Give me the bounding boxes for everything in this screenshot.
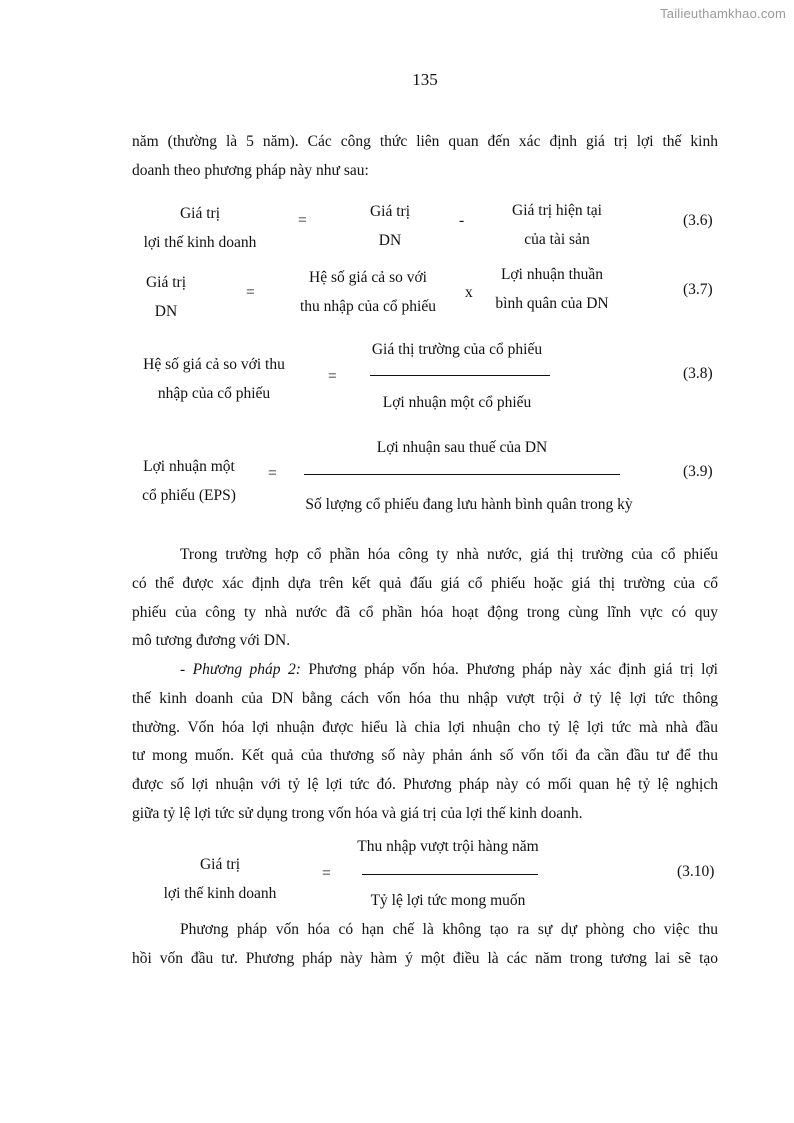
page-number: 135 — [412, 70, 438, 89]
equation-lhs-line: Giá trị — [199, 856, 241, 873]
text-line: năm (thường là 5 năm). Các công thức liên quan đến xác định giá trị lợi thế kinh — [132, 133, 718, 150]
equation-lhs-line: Giá trị — [179, 205, 221, 222]
equation-term-line: DN — [378, 232, 402, 249]
equation-number: (3.8) — [683, 365, 713, 382]
equation-number: (3.10) — [677, 863, 715, 880]
equation-lhs-line: Hệ số giá cả so với thu — [143, 356, 285, 373]
minus-sign: - — [459, 212, 465, 229]
equation-lhs — [126, 268, 206, 326]
fraction-numerator: Lợi nhuận sau thuế của DN — [376, 439, 548, 456]
equals-sign: = — [322, 865, 331, 882]
fraction-bar — [362, 874, 538, 875]
equation-lhs — [126, 350, 302, 408]
equation-term — [284, 263, 452, 321]
equation-lhs-line: DN — [154, 303, 178, 320]
multiply-sign: x — [465, 284, 473, 301]
watermark: Tailieuthamkhao.com — [660, 6, 786, 21]
equation-lhs — [124, 452, 254, 510]
text-span: Phương pháp vốn hóa. Phương pháp này xác định giá trị lợi — [300, 661, 718, 678]
fraction-denominator: Tỷ lệ lợi tức mong muốn — [370, 892, 526, 909]
list-dash: - — [180, 661, 193, 678]
text-line: Phương pháp vốn hóa có hạn chế là không tạo ra sự dự phòng cho việc thu — [180, 921, 718, 938]
equation-lhs-line: nhập của cổ phiếu — [157, 385, 271, 402]
equation-lhs-line: Lợi nhuận một — [143, 458, 235, 475]
equation-number: (3.9) — [683, 463, 713, 480]
text-line: được số lợi nhuận với tỷ lệ lợi tức đó. Phương pháp này có mối quan hệ tỷ lệ nghịch — [132, 776, 718, 794]
text-line: có thể được xác định dựa trên kết quả đấu giá cổ phiếu hoặc giá thị trường của cổ — [132, 574, 718, 592]
equation-term — [492, 196, 622, 254]
text-line: mô tương đương với DN. — [132, 632, 291, 650]
equals-sign: = — [246, 284, 255, 301]
equation-term-line: Giá trị — [369, 203, 411, 220]
method-label: Phương pháp 2: — [192, 661, 301, 678]
equals-sign: = — [328, 368, 337, 385]
equation-term-line: Lợi nhuận thuần — [500, 266, 604, 283]
text-line: tư mong muốn. Kết quả của thương số này phản ánh số vốn tối đa cần đầu tư để thu — [132, 747, 718, 765]
equation-number: (3.7) — [683, 281, 713, 298]
equation-lhs-line: lợi thế kinh doanh — [143, 234, 257, 251]
equation-lhs-line: cổ phiếu (EPS) — [142, 487, 236, 504]
equation-lhs-line: lợi thế kinh doanh — [163, 885, 277, 902]
fraction-numerator: Thu nhập vượt trội hàng năm — [357, 838, 539, 855]
equation-lhs — [140, 850, 300, 908]
equation-lhs — [120, 199, 280, 257]
paragraph — [132, 541, 718, 656]
equation-term-line: của tài sản — [524, 231, 590, 248]
paragraph — [132, 916, 718, 974]
equation-lhs-line: Giá trị — [145, 274, 187, 291]
intro-paragraph — [132, 128, 718, 186]
equals-sign: = — [268, 465, 277, 482]
text-line: giữa tỷ lệ lợi tức sử dụng trong vốn hóa và giá trị của lợi thế kinh doanh. — [132, 804, 583, 822]
equation-term-line: Giá trị hiện tại — [512, 202, 602, 219]
equation-term — [484, 260, 620, 318]
fraction-numerator: Giá thị trường của cổ phiếu — [371, 341, 543, 358]
equals-sign: = — [298, 212, 307, 229]
paragraph-method-2 — [132, 656, 718, 829]
fraction-bar — [370, 375, 550, 376]
equation-term-line: thu nhập của cổ phiếu — [299, 298, 436, 315]
equation-term-line: bình quân của DN — [495, 295, 609, 312]
fraction-bar — [304, 474, 620, 475]
equation-term-line: Hệ số giá cả so với — [309, 269, 427, 286]
text-line: phiếu của công ty nhà nước đã cổ phần hóa hoạt động trong cùng lĩnh vực có quy — [132, 603, 718, 621]
equation-number: (3.6) — [683, 212, 713, 229]
text-line: hồi vốn đầu tư. Phương pháp này hàm ý một điều là các năm trong tương lai sẽ tạo — [132, 949, 718, 967]
text-line — [132, 656, 718, 685]
text-line: Trong trường hợp cổ phần hóa công ty nhà nước, giá thị trường của cổ phiếu — [180, 546, 718, 563]
fraction-denominator: Số lượng cổ phiếu đang lưu hành bình quân trong kỳ — [305, 496, 633, 513]
text-line: thường. Vốn hóa lợi nhuận được hiểu là chia lợi nhuận cho tỷ lệ lợi tức mà nhà đầu — [132, 718, 718, 736]
text-line: doanh theo phương pháp này như sau: — [132, 161, 369, 179]
fraction-denominator: Lợi nhuận một cổ phiếu — [382, 394, 532, 411]
text-line: thế kinh doanh của DN bằng cách vốn hóa thu nhập vượt trội ở tỷ lệ lợi tức thông — [132, 689, 718, 707]
equation-term — [340, 197, 440, 255]
